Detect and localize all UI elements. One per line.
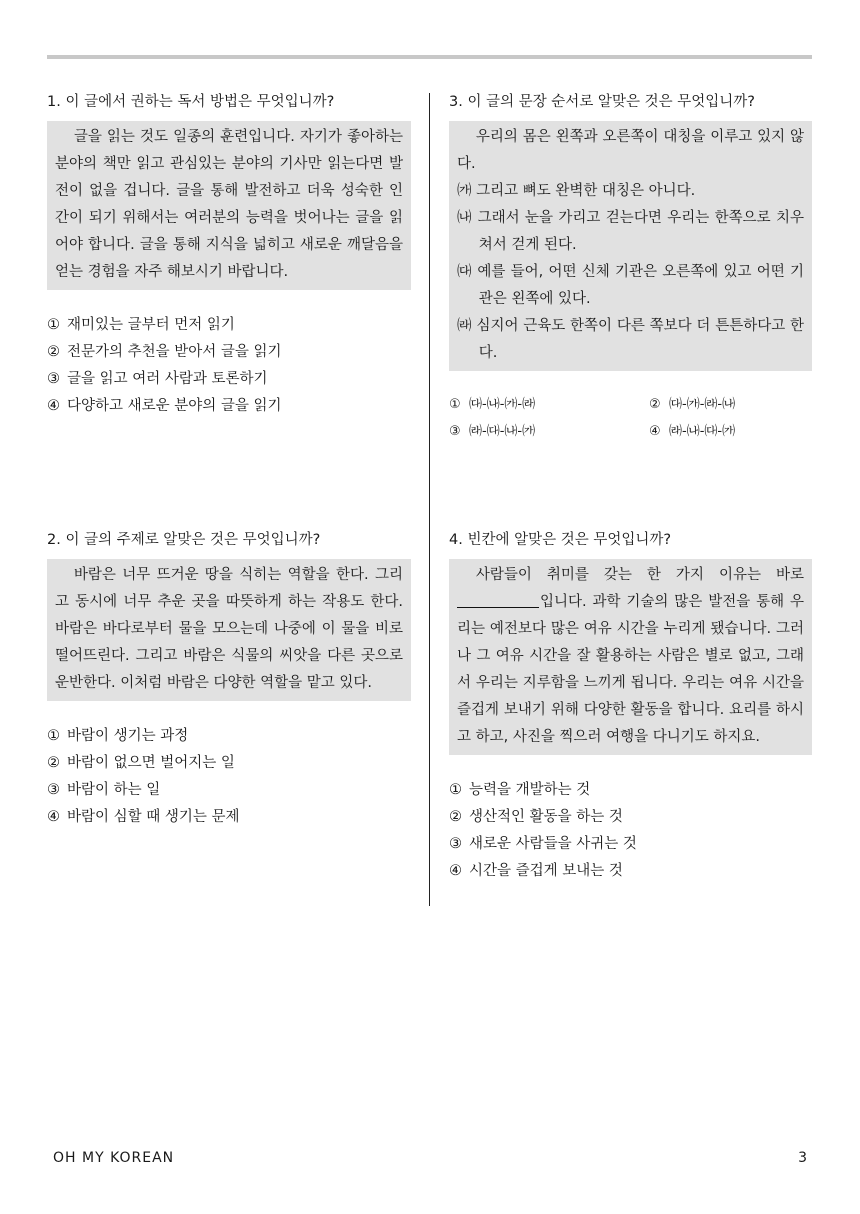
question-3-title: 3. 이 글의 문장 순서로 알맞은 것은 무엇입니까? — [449, 94, 755, 110]
question-1-options — [47, 312, 411, 420]
option[interactable]: ③ 글을 읽고 여러 사람과 토론하기 — [47, 371, 268, 387]
question-1 — [47, 93, 411, 420]
answer-blank — [457, 592, 539, 608]
question-4 — [449, 531, 812, 885]
sentence-item: ㈎ 그리고 뼈도 완벽한 대칭은 아니다. — [457, 183, 696, 199]
sentence-item: ㈏ 그래서 눈을 가리고 걷는다면 우리는 한쪽으로 치우쳐서 걷게 된다. — [457, 210, 804, 253]
option[interactable]: ② 바람이 없으면 벌어지는 일 — [47, 755, 235, 771]
question-4-passage-start: 사람들이 취미를 갖는 한 가지 이유는 바로 — [475, 567, 804, 583]
option[interactable]: ④ ㈑-㈏-㈐-㈎ — [649, 424, 736, 439]
option[interactable]: ④ 바람이 심할 때 생기는 문제 — [47, 809, 240, 825]
footer-brand: OH MY KOREAN — [53, 1150, 175, 1166]
option[interactable]: ① 능력을 개발하는 것 — [449, 782, 591, 798]
option[interactable]: ② ㈐-㈎-㈑-㈏ — [649, 397, 736, 412]
question-1-passage — [47, 121, 411, 290]
question-4-passage — [449, 559, 812, 755]
question-3-intro: 우리의 몸은 왼쪽과 오른쪽이 대칭을 이루고 있지 않다. — [457, 129, 804, 172]
top-rule — [47, 55, 812, 59]
question-4-options — [449, 777, 812, 885]
option[interactable]: ③ 바람이 하는 일 — [47, 782, 161, 798]
option[interactable]: ① 재미있는 글부터 먼저 읽기 — [47, 317, 235, 333]
question-2-passage — [47, 559, 411, 701]
option[interactable]: ④ 다양하고 새로운 분야의 글을 읽기 — [47, 398, 282, 414]
question-2-title: 2. 이 글의 주제로 알맞은 것은 무엇입니까? — [47, 532, 321, 548]
option[interactable]: ① ㈐-㈏-㈎-㈑ — [449, 397, 536, 412]
question-4-passage-rest: 입니다. 과학 기술의 많은 발전을 통해 우리는 예전보다 많은 여유 시간을 누리게 됐습니다. 그러나 그 여유 시간을 잘 활용하는 사람은 별로 없고, 그래서 우리는 지루함을 느끼게 됩니다. 우리는 여유 시간을 즐겁게 보내기 위해 다양한 활동을 합니다. 요리를 하시고 하고, 사진을 찍으러 여행을 다니기도 하지요. — [457, 594, 804, 745]
option[interactable]: ③ 새로운 사람들을 사귀는 것 — [449, 836, 637, 852]
question-1-passage-text: 글을 읽는 것도 일종의 훈련입니다. 자기가 좋아하는 분야의 책만 읽고 관심있는 분야의 기사만 읽는다면 발전이 없을 겁니다. 글을 통해 발전하고 더욱 성숙한 인간이 되기 위해서는 여러분의 능력을 벗어나는 글을 읽어야 합니다. 글을 통해 지식을 넓히고 새로운 깨달음을 얻는 경험을 자주 해보시기 바랍니다. — [55, 129, 403, 280]
question-1-title: 1. 이 글에서 권하는 독서 방법은 무엇입니까? — [47, 94, 335, 110]
option[interactable]: ② 전문가의 추천을 받아서 글을 읽기 — [47, 344, 282, 360]
question-2-passage-text: 바람은 너무 뜨거운 땅을 식히는 역할을 한다. 그리고 동시에 너무 추운 곳을 따뜻하게 하는 작용도 한다. 바람은 바다로부터 물을 모으는데 나중에 이 물을 비로 떨어뜨린다. 그리고 바람은 식물의 씨앗을 다른 곳으로 운반한다. 이처럼 바람은 다양한 역할을 맡고 있다. — [55, 567, 403, 691]
page-number: 3 — [798, 1150, 807, 1166]
sentence-item: ㈐ 예를 들어, 어떤 신체 기관은 오른쪽에 있고 어떤 기관은 왼쪽에 있다. — [457, 264, 805, 307]
question-3-options — [449, 393, 812, 443]
option[interactable]: ② 생산적인 활동을 하는 것 — [449, 809, 623, 825]
sentence-item: ㈑ 심지어 근육도 한쪽이 다른 쪽보다 더 튼튼하다고 한다. — [457, 318, 805, 361]
question-3-passage — [449, 121, 812, 371]
option[interactable]: ① 바람이 생기는 과정 — [47, 728, 189, 744]
question-4-title: 4. 빈칸에 알맞은 것은 무엇입니까? — [449, 532, 672, 548]
question-3 — [449, 93, 812, 443]
question-2-options — [47, 723, 411, 831]
column-divider — [429, 93, 430, 906]
question-2 — [47, 531, 411, 831]
option[interactable]: ③ ㈑-㈐-㈏-㈎ — [449, 424, 536, 439]
option[interactable]: ④ 시간을 즐겁게 보내는 것 — [449, 863, 623, 879]
